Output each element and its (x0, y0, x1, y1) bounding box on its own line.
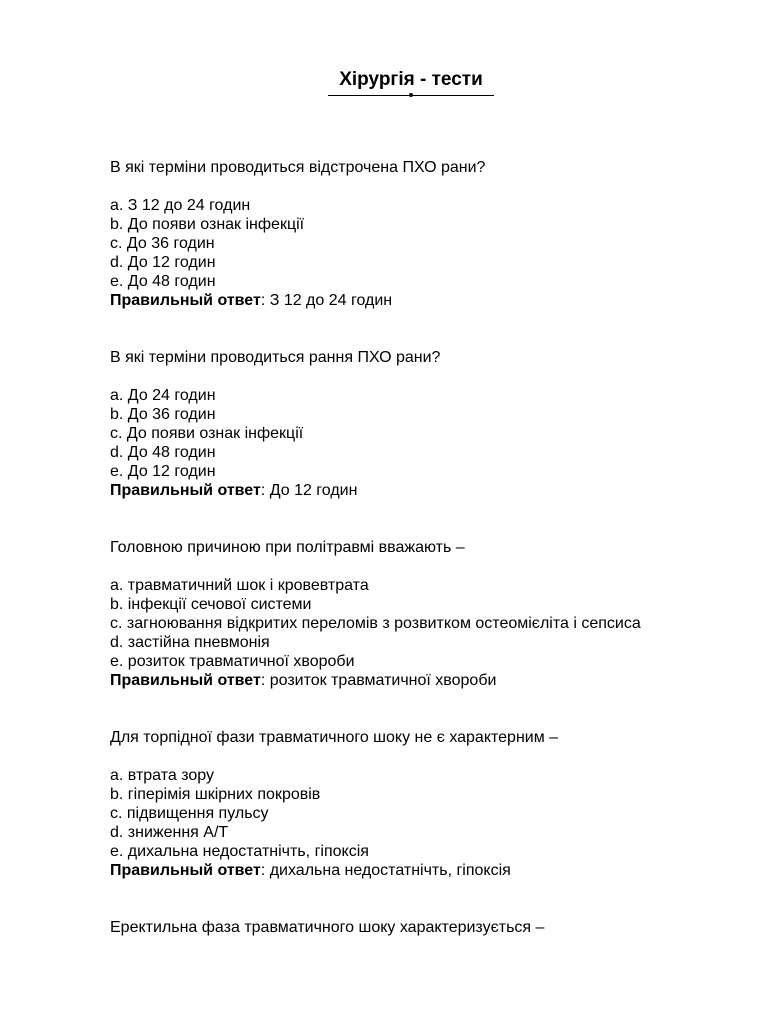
option-letter: a. (110, 767, 128, 784)
option-letter: e. (110, 463, 128, 480)
answer-option (110, 652, 750, 671)
option-letter: d. (110, 824, 128, 841)
option-text: розиток травматичної хвороби (127, 653, 355, 670)
correct-answer-value: До 12 годин (269, 482, 358, 499)
question-block (110, 158, 750, 310)
answer-option (110, 766, 750, 785)
option-letter: d. (110, 444, 128, 461)
answer-option (110, 633, 750, 652)
option-text: До 12 годин (127, 254, 216, 271)
option-letter: a. (110, 577, 128, 594)
question-block (110, 538, 750, 690)
question-text: Для торпідної фази травматичного шоку не є характерним – (110, 729, 559, 746)
correct-answer-value: дихальна недостатнічть, гіпоксія (269, 862, 511, 879)
option-text: інфекції сечової системи (127, 596, 312, 613)
option-text: підвищення пульсу (126, 805, 269, 822)
option-text: До появи ознак інфекції (126, 425, 304, 442)
option-text: До 36 годин (127, 406, 216, 423)
correct-answer-value: З 12 до 24 годин (269, 292, 393, 309)
answer-option (110, 424, 750, 443)
option-text: До 48 годин (127, 273, 216, 290)
option-letter: d. (110, 254, 128, 271)
option-text: загноювання відкритих переломів з розвитком остеомієліта і сепсиса (126, 615, 641, 632)
option-text: дихальна недостатнічть, гіпоксія (127, 843, 369, 860)
option-text: гіперімія шкірних покровів (127, 786, 321, 803)
answer-option (110, 785, 750, 804)
correct-answer-label: Правильный ответ (110, 672, 261, 689)
question-text: Еректильна фаза травматичного шоку характеризується – (110, 919, 545, 936)
option-text: До 24 годин (127, 387, 216, 404)
options-list (110, 386, 750, 481)
answer-option (110, 595, 750, 614)
correct-answer (110, 481, 750, 500)
question-text: Головною причиною при політравмі вважають – (110, 539, 465, 556)
answer-option (110, 462, 750, 481)
correct-answer-value: розиток травматичної хвороби (269, 672, 497, 689)
option-text: До 36 годин (126, 235, 215, 252)
answer-separator: : (260, 482, 270, 499)
option-text: З 12 до 24 годин (127, 197, 251, 214)
answer-separator: : (260, 672, 270, 689)
answer-option (110, 196, 750, 215)
answer-separator: : (260, 862, 270, 879)
question-block (110, 728, 750, 880)
correct-answer-label: Правильный ответ (110, 292, 261, 309)
answer-option (110, 443, 750, 462)
option-text: травматичний шок і кровевтрата (127, 577, 369, 594)
answer-option (110, 842, 750, 861)
answer-option (110, 823, 750, 842)
title-block (328, 68, 494, 92)
option-letter: a. (110, 197, 128, 214)
question-text: В які терміни проводиться відстрочена ПХО рани? (110, 159, 486, 176)
correct-answer (110, 671, 750, 690)
answer-option (110, 386, 750, 405)
correct-answer (110, 861, 750, 880)
answer-option (110, 576, 750, 595)
options-list (110, 196, 750, 291)
answer-option (110, 614, 750, 633)
answer-option (110, 215, 750, 234)
option-letter: b. (110, 786, 128, 803)
option-letter: d. (110, 634, 128, 651)
answer-option (110, 272, 750, 291)
option-text: До 12 годин (127, 463, 216, 480)
options-list (110, 576, 750, 671)
answer-separator: : (260, 292, 270, 309)
questions-list (110, 158, 750, 975)
option-letter: b. (110, 406, 128, 423)
option-letter: e. (110, 653, 128, 670)
option-letter: e. (110, 273, 128, 290)
answer-option (110, 234, 750, 253)
question-block (110, 348, 750, 500)
correct-answer-label: Правильный ответ (110, 862, 261, 879)
page-title: Хірургія - тести (339, 69, 483, 90)
correct-answer-label: Правильный ответ (110, 482, 261, 499)
option-text: застійна пневмонія (127, 634, 270, 651)
option-text: До 48 годин (127, 444, 216, 461)
question-text: В які терміни проводиться рання ПХО рани? (110, 349, 441, 366)
option-letter: c. (110, 615, 127, 632)
option-text: втрата зору (127, 767, 214, 784)
options-list (110, 766, 750, 861)
option-text: До появи ознак інфекції (127, 216, 305, 233)
question-block (110, 918, 750, 937)
answer-option (110, 405, 750, 424)
title-anchor-dot (409, 93, 413, 97)
answer-option (110, 253, 750, 272)
option-letter: a. (110, 387, 128, 404)
option-letter: e. (110, 843, 128, 860)
answer-option (110, 804, 750, 823)
option-letter: c. (110, 235, 127, 252)
option-letter: b. (110, 596, 128, 613)
option-text: зниження А/Т (127, 824, 229, 841)
option-letter: c. (110, 425, 127, 442)
correct-answer (110, 291, 750, 310)
option-letter: b. (110, 216, 128, 233)
option-letter: c. (110, 805, 127, 822)
